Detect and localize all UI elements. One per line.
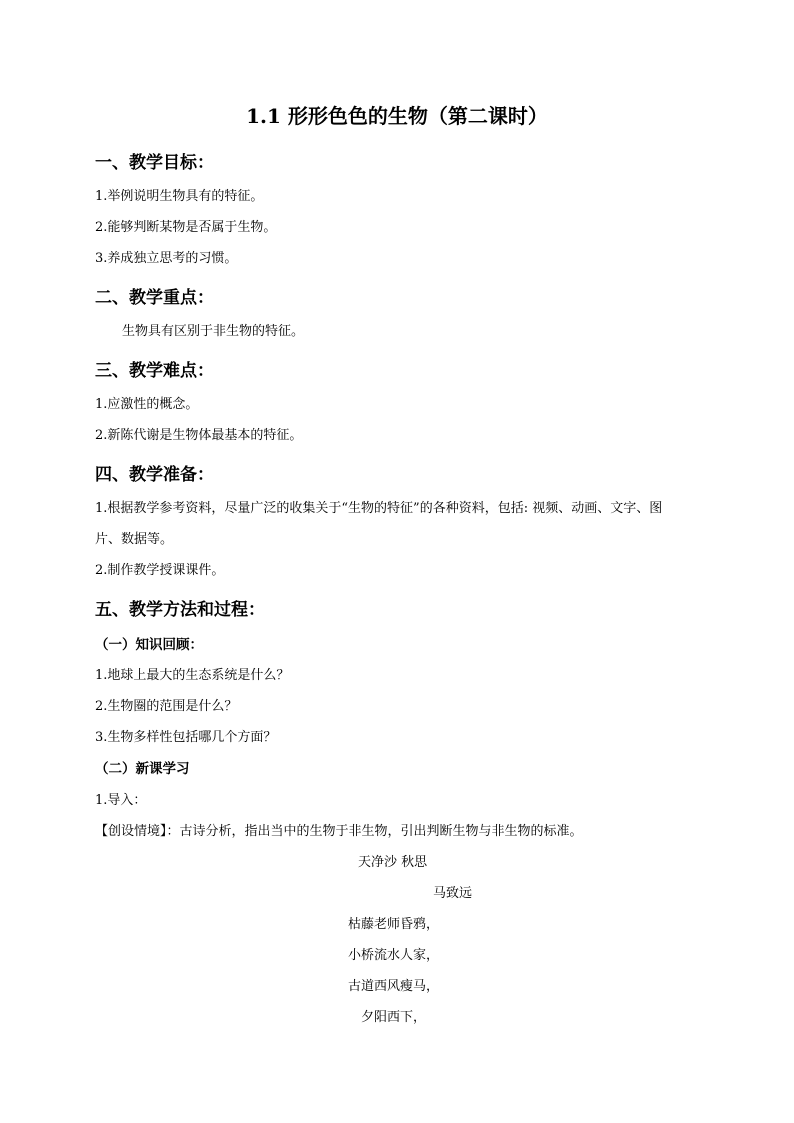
objective-item: 2.能够判断某物是否属于生物。 [95,220,277,235]
poem-title: 天净沙 秋思 [358,855,428,870]
poem-line: 小桥流水人家， [348,948,440,963]
poem-line: 夕阳西下， [361,1010,427,1025]
preparation-item: 1.根据教学参考资料，尽量广泛的收集关于“生物的特征”的各种资料，包括: 视频、动画、文字、图 [95,501,663,516]
objective-item: 3.养成独立思考的习惯。 [95,251,238,266]
objective-item: 1.举例说明生物具有的特征。 [95,189,264,204]
review-item: 2.生物圈的范围是什么？ [95,699,238,714]
section-heading-preparation: 四、教学准备： [95,465,214,485]
poem-line: 枯藤老师昏鸦， [348,917,440,932]
review-item: 3.生物多样性包括哪几个方面？ [95,730,277,745]
preparation-item-continued: 片、数据等。 [95,532,174,547]
preparation-item: 2.制作教学授课课件。 [95,563,225,578]
poem-line: 古道西风瘦马， [348,979,440,994]
subsection-heading-review: （一）知识回顾： [95,637,203,653]
section-heading-difficulties: 三、教学难点： [95,361,214,381]
lesson-item: 1.导入： [95,793,147,808]
section-heading-key-points: 二、教学重点： [95,288,214,308]
document-title: 1.1 形形色色的生物（第二课时） [246,104,548,128]
difficulty-item: 2.新陈代谢是生物体最基本的特征。 [95,428,303,443]
difficulty-item: 1.应激性的概念。 [95,397,199,412]
section-heading-objectives: 一、教学目标： [95,153,214,173]
key-point-item: 生物具有区别于非生物的特征。 [122,324,305,339]
review-item: 1.地球上最大的生态系统是什么？ [95,668,290,683]
subsection-heading-new-lesson: （二）新课学习 [95,761,190,777]
lesson-item: 【创设情境】：古诗分析，指出当中的生物于非生物，引出判断生物与非生物的标准。 [95,824,583,839]
poem-author: 马致远 [433,886,473,901]
section-heading-methods: 五、教学方法和过程： [95,600,265,620]
